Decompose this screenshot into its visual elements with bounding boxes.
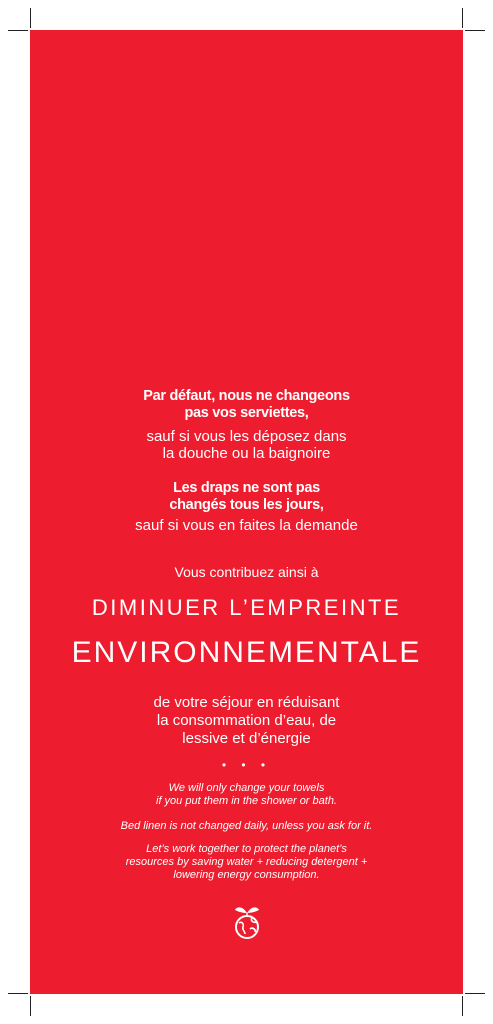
english-planet-line-2: resources by saving water + reducing detergent + xyxy=(125,856,368,868)
english-planet-line-1: Let’s work together to protect the planet’s xyxy=(146,843,347,855)
crop-mark-bottom-right xyxy=(462,996,463,1016)
closing-line-2: la consommation d’eau, de xyxy=(156,712,337,729)
sheets-heading-line-2: changés tous les jours, xyxy=(169,497,324,513)
crop-mark-bottom-left xyxy=(30,996,31,1016)
english-planet-line-3: lowering energy consumption. xyxy=(173,869,320,881)
contribution-intro: Vous contribuez ainsi à xyxy=(174,564,319,580)
english-towels-line-2: if you put them in the shower or bath. xyxy=(156,795,337,807)
towels-text-line-2: la douche ou la baignoire xyxy=(162,445,331,462)
crop-mark-top-right xyxy=(462,8,463,28)
crop-mark-bottom-right xyxy=(465,993,485,994)
english-sheets-line: Bed linen is not changed daily, unless you ask for it. xyxy=(120,820,373,832)
planet-leaf-icon xyxy=(230,901,264,941)
headline-line-2: ENVIRONNEMENTALE xyxy=(71,636,422,669)
english-towels-line-1: We will only change your towels xyxy=(168,782,325,794)
crop-mark-bottom-left xyxy=(8,993,28,994)
towels-heading-line-2: pas vos serviettes, xyxy=(184,405,309,421)
sheets-heading-line-1: Les draps ne sont pas xyxy=(173,480,320,496)
closing-line-1: de votre séjour en réduisant xyxy=(153,694,340,711)
towels-text-line-1: sauf si vous les déposez dans xyxy=(146,428,347,445)
crop-mark-top-left xyxy=(30,8,31,28)
separator-dots: • • • xyxy=(221,758,272,772)
closing-line-3: lessive et d’énergie xyxy=(182,730,311,747)
crop-mark-top-left xyxy=(8,30,28,31)
crop-mark-top-right xyxy=(465,30,485,31)
eco-card xyxy=(30,30,463,994)
sheets-text-line-1: sauf si vous en faites la demande xyxy=(135,517,358,534)
headline-line-1: DIMINUER L’EMPREINTE xyxy=(91,595,402,620)
towels-heading-line-1: Par défaut, nous ne changeons xyxy=(143,388,350,404)
